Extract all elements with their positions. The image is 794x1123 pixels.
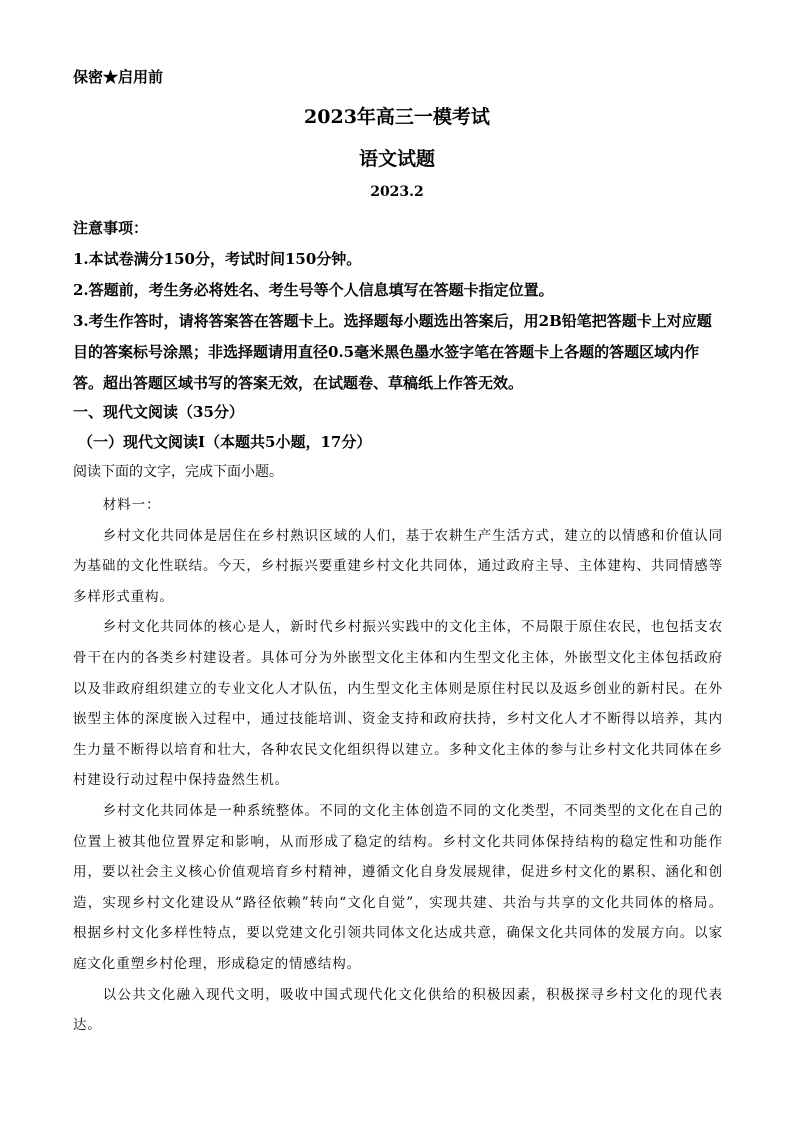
exam-subject: 语文试题 xyxy=(358,148,435,170)
exam-date: 2023.2 xyxy=(370,184,424,200)
section-heading: 一、现代文阅读（35分） xyxy=(73,403,244,421)
notes-item: 1.本试卷满分150分，考试时间150分钟。 xyxy=(73,250,362,268)
notes-item: 3.考生作答时，请将答案答在答题卡上。选择题每小题选出答案后，用2B铅笔把答题卡上对应题目的答案标号涂黑；非选择题请用直径0.5毫米黑色墨水签字笔在答题卡上各题的答题区域内作答。超出答题区域书写的答案无效，在试题卷、草稿纸上作答无效。 xyxy=(73,312,712,392)
confidential-mark: 保密★启用前 xyxy=(73,68,164,86)
passage-paragraph: 乡村文化共同体的核心是人，新时代乡村振兴实践中的文化主体，不局限于原住农民，也包括支农骨干在内的各类乡村建设者。具体可分为外嵌型文化主体和内生型文化主体，外嵌型文化主体包括政府以及非政府组织建立的专业文化人才队伍，内生型文化主体则是原住村民以及返乡创业的新村民。在外嵌型主体的深度嵌入过程中，通过技能培训、资金支持和政府扶持，乡村文化人才不断得以培养，其内生力量不断得以培育和壮大，各种农民文化组织得以建立。多种文化主体的参与让乡村文化共同体在乡村建设行动过程中保持盎然生机。 xyxy=(73,619,723,789)
notes-heading: 注意事项： xyxy=(73,219,149,237)
subsection-heading: （一）现代文阅读Ⅰ（本题共5小题，17分） xyxy=(78,433,372,451)
exam-title: 2023年高三一模考试 xyxy=(304,106,490,128)
passage-paragraph: 乡村文化共同体是居住在乡村熟识区域的人们，基于农耕生产生活方式，建立的以情感和价值认同为基础的文化性联结。今天，乡村振兴要重建乡村文化共同体，通过政府主导、主体建构、共同情感等多样形式重构。 xyxy=(73,527,723,605)
passage-paragraph: 以公共文化融入现代文明，吸收中国式现代化文化供给的积极因素，积极探寻乡村文化的现代表达。 xyxy=(73,986,723,1034)
reading-passage xyxy=(73,490,723,1041)
reading-instruction: 阅读下面的文字，完成下面小题。 xyxy=(73,464,283,480)
passage-paragraph: 乡村文化共同体是一种系统整体。不同的文化主体创造不同的文化类型，不同类型的文化在自己的位置上被其他位置界定和影响，从而形成了稳定的结构。乡村文化共同体保持结构的稳定性和功能作用，要以社会主义核心价值观培育乡村精神，遵循文化自身发展规律，促进乡村文化的累积、涵化和创造，实现乡村文化建设从“路径依赖”转向“文化自觉”，实现共建、共治与共享的文化共同体的格局。根据乡村文化多样性特点，要以党建文化引领共同体文化达成共意，确保文化共同体的发展方向。以家庭文化重塑乡村伦理，形成稳定的情感结构。 xyxy=(73,802,723,972)
exam-notes xyxy=(73,213,723,399)
notes-item: 2.答题前，考生务必将姓名、考生号等个人信息填写在答题卡指定位置。 xyxy=(73,281,554,299)
material-label: 材料一： xyxy=(102,497,161,513)
